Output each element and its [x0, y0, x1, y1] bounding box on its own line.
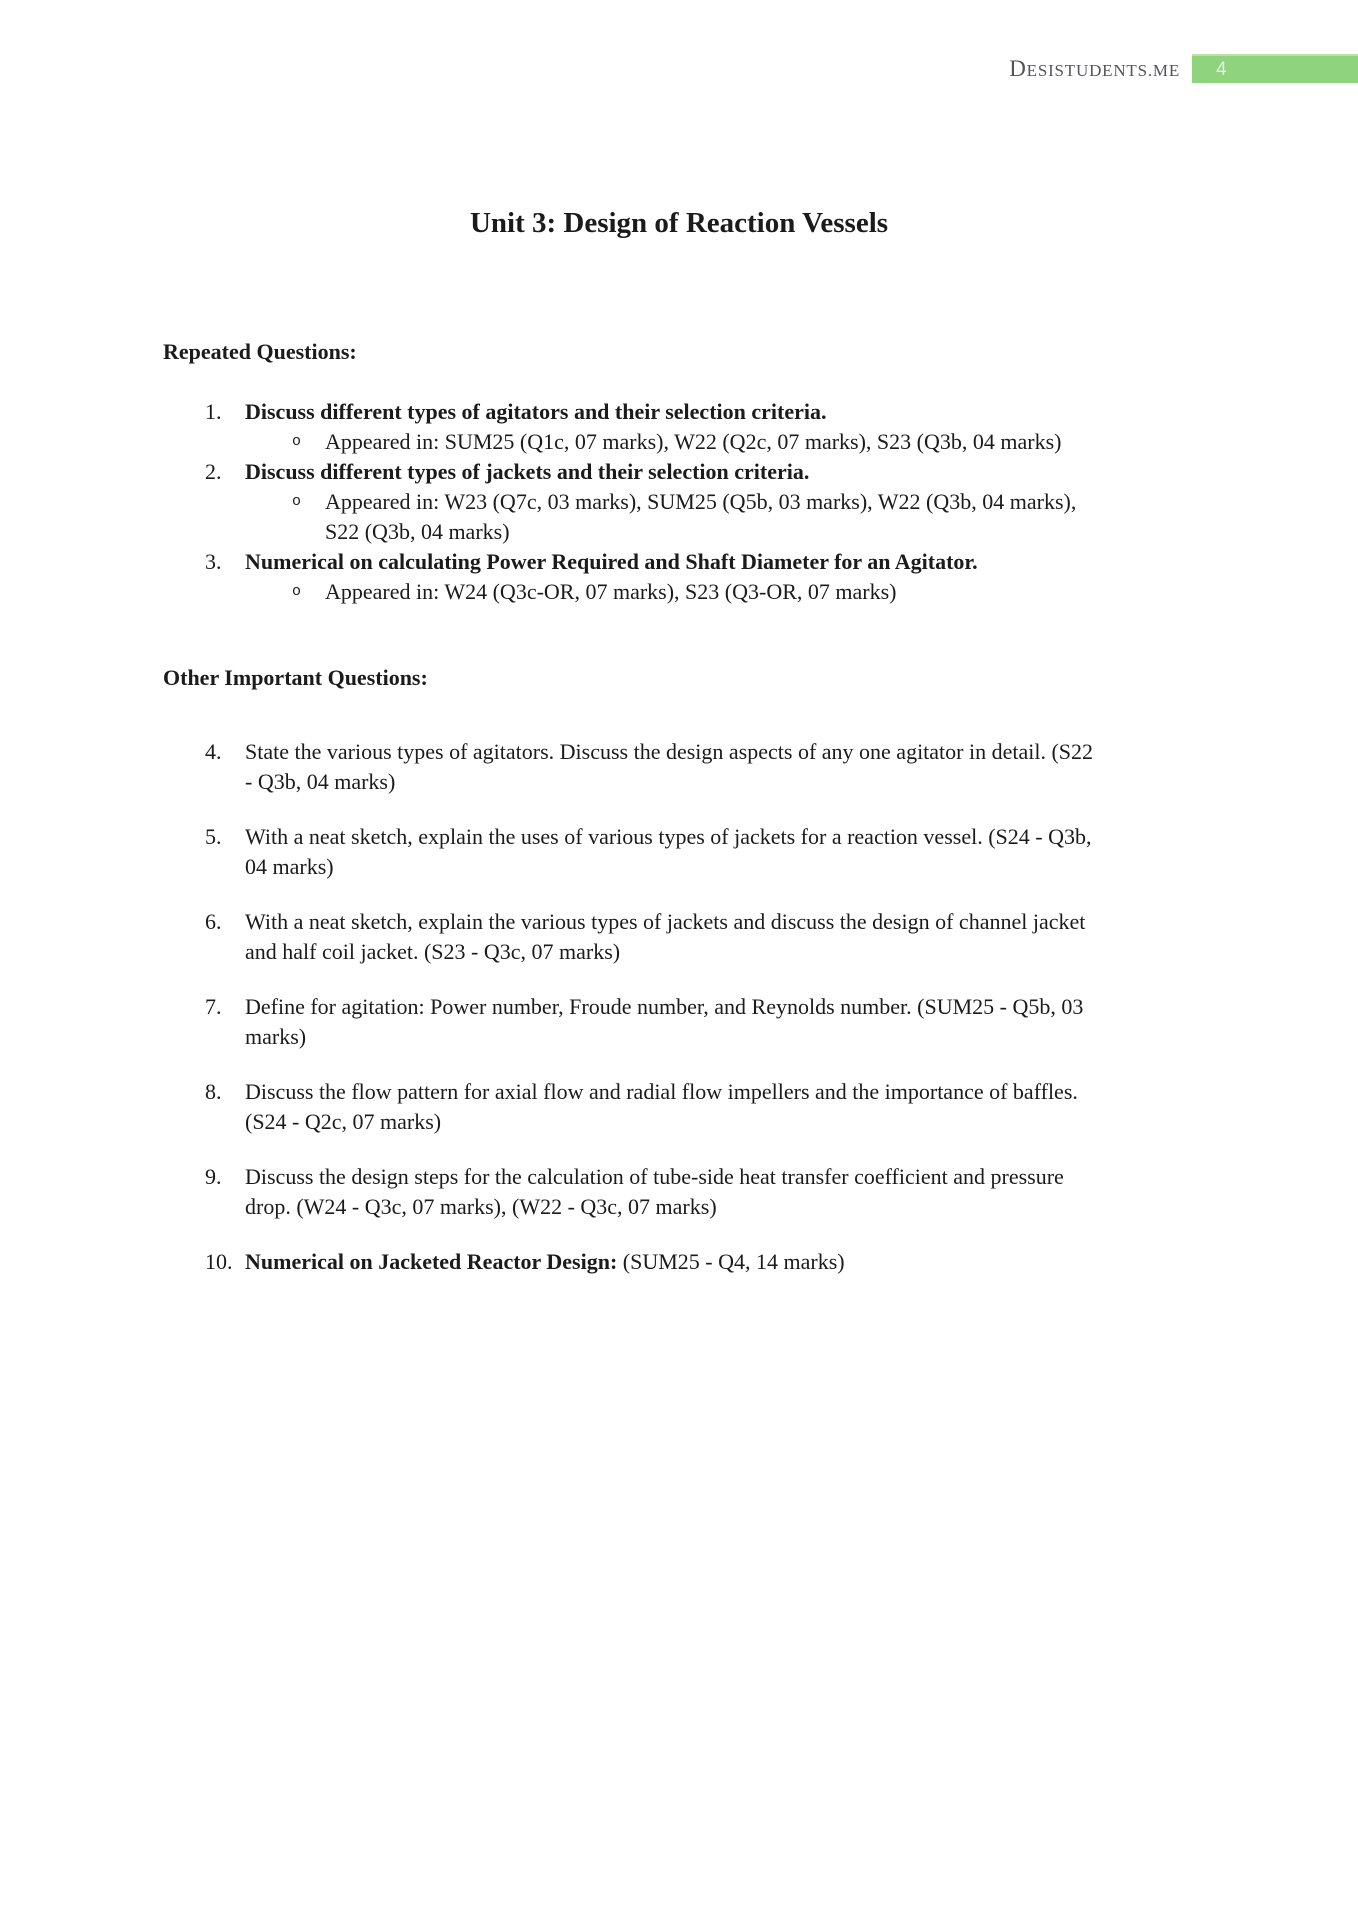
item-number: 6. [205, 908, 222, 934]
question-text: With a neat sketch, explain the uses of various types of jackets for a reaction vessel. (S24 - Q3b, 04 marks) [245, 823, 1092, 879]
list-item [163, 907, 1190, 967]
section-heading-other-important-questions: Other Important Questions: [163, 664, 428, 690]
section-heading-repeated-questions: Repeated Questions: [163, 338, 357, 364]
question-text: Numerical on calculating Power Required and Shaft Diameter for an Agitator. [245, 548, 978, 574]
question-text: Discuss the design steps for the calculation of tube-side heat transfer coefficient and pressure drop. (W24 - Q3c, 07 marks), (W22 - Q3c, 07 marks) [245, 1163, 1064, 1219]
appeared-in-text: Appeared in: W24 (Q3c-OR, 07 marks), S23 (Q3-OR, 07 marks) [325, 578, 897, 604]
item-body [245, 457, 1190, 547]
item-body [245, 397, 1190, 457]
item-number: 4. [205, 738, 222, 764]
list-item [163, 992, 1190, 1052]
page-title: Unit 3: Design of Reaction Vessels [469, 207, 889, 240]
appeared-in-text: Appeared in: W23 (Q7c, 03 marks), SUM25 (Q5b, 03 marks), W22 (Q3b, 04 marks), S22 (Q3b, 04 marks) [325, 488, 1077, 544]
list-item [163, 1077, 1190, 1137]
question-text: Discuss different types of agitators and their selection criteria. [245, 398, 827, 424]
item-body [245, 1247, 1095, 1277]
item-number: 7. [205, 993, 222, 1019]
list-item [163, 1162, 1190, 1222]
question-text: Discuss different types of jackets and their selection criteria. [245, 458, 810, 484]
item-body [245, 547, 1190, 607]
appeared-in-row [245, 577, 1190, 607]
item-number: 9. [205, 1163, 222, 1189]
site-name: DESISTUDENTS.ME [1009, 56, 1180, 81]
item-number: 1. [205, 398, 222, 424]
list-item [163, 397, 1190, 457]
document-content [163, 261, 1190, 1277]
question-text: Discuss the flow pattern for axial flow and radial flow impellers and the importance of baffles. (S24 - Q2c, 07 marks) [245, 1078, 1078, 1134]
appeared-in-row [245, 427, 1190, 457]
item-number: 5. [205, 823, 222, 849]
item-number: 10. [205, 1248, 233, 1274]
other-questions-list [163, 737, 1190, 1277]
question-text: With a neat sketch, explain the various types of jackets and discuss the design of channel jacket and half coil jacket. (S23 - Q3c, 07 marks) [245, 908, 1086, 964]
page-number: 4 [1216, 58, 1227, 80]
item-number: 2. [205, 458, 222, 484]
appeared-in-text: Appeared in: SUM25 (Q1c, 07 marks), W22 (Q2c, 07 marks), S23 (Q3b, 04 marks) [325, 428, 1062, 454]
page-number-badge [1192, 54, 1358, 83]
circle-bullet-icon: o [292, 582, 302, 600]
list-item [163, 737, 1190, 797]
question-marks-text: (SUM25 - Q4, 14 marks) [617, 1248, 845, 1274]
list-item [163, 457, 1190, 547]
circle-bullet-icon: o [292, 432, 302, 450]
item-number: 3. [205, 548, 222, 574]
list-item [163, 1247, 1190, 1277]
question-bold-lead: Numerical on Jacketed Reactor Design: [245, 1248, 618, 1274]
repeated-questions-list [163, 397, 1190, 607]
list-item [163, 822, 1190, 882]
list-item [163, 547, 1190, 607]
circle-bullet-icon: o [292, 492, 302, 510]
question-text: State the various types of agitators. Discuss the design aspects of any one agitator in detail. (S22 - Q3b, 04 marks) [245, 738, 1094, 794]
page-header [0, 52, 1358, 84]
appeared-in-row [245, 487, 1190, 547]
question-text: Define for agitation: Power number, Froude number, and Reynolds number. (SUM25 - Q5b, 03 marks) [245, 993, 1084, 1049]
item-number: 8. [205, 1078, 222, 1104]
